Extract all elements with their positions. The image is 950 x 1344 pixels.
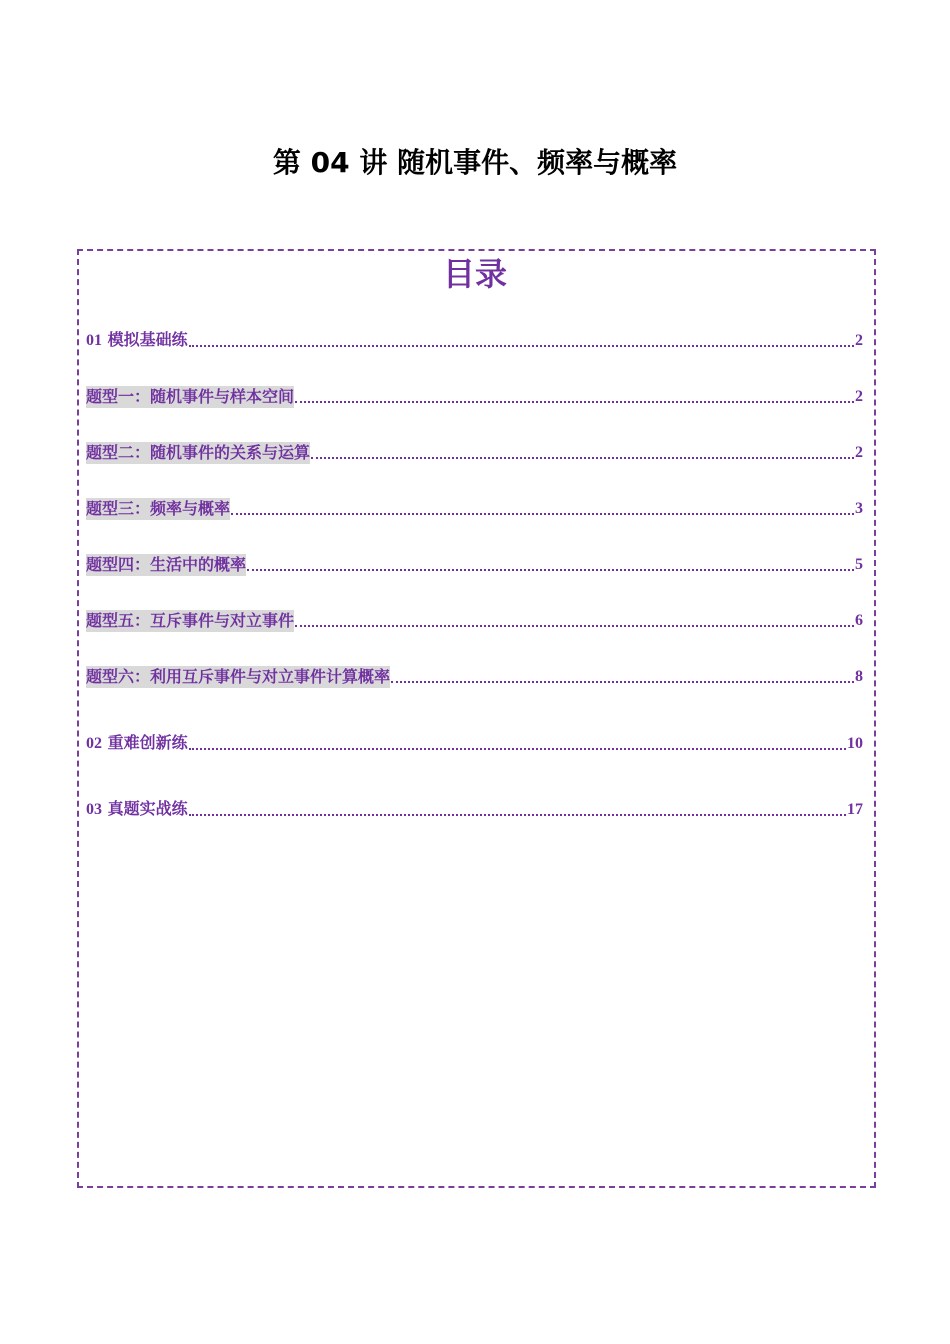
toc-entry-section-03[interactable]: [86, 799, 863, 821]
toc-entry-label: [86, 798, 188, 821]
toc-entry-number: 03: [86, 801, 102, 818]
toc-entry-text: 真题实战练: [102, 799, 188, 818]
toc-leader-dots: [189, 344, 854, 347]
toc-leader-dots: [311, 456, 854, 459]
toc-entry-label: [86, 329, 188, 352]
toc-leader-dots: [231, 512, 854, 515]
toc-entry-text: 题型一：随机事件与样本空间: [86, 387, 295, 406]
toc-entry-section-02[interactable]: [86, 733, 863, 755]
toc-entry-type-1[interactable]: [86, 386, 863, 408]
toc-entry-section-01[interactable]: [86, 330, 863, 352]
toc-heading: 目录: [442, 255, 507, 293]
toc-entry-type-4[interactable]: [86, 554, 863, 576]
toc-page-number: 2: [855, 444, 863, 461]
toc-entry-text: 题型四：生活中的概率: [86, 555, 247, 574]
toc-page-number: 6: [855, 612, 863, 629]
toc-entry-type-3[interactable]: [86, 498, 863, 520]
toc-leader-dots: [247, 568, 854, 571]
toc-page-number: 17: [847, 801, 863, 818]
toc-entry-type-2[interactable]: [86, 442, 863, 464]
document-title: 第 04 讲 随机事件、频率与概率: [272, 146, 678, 179]
toc-page-number: 2: [855, 388, 863, 405]
toc-leader-dots: [295, 400, 854, 403]
toc-leader-dots: [189, 813, 846, 816]
toc-page-number: 5: [855, 556, 863, 573]
toc-entry-text: 模拟基础练: [102, 330, 188, 349]
toc-entry-text: 题型五：互斥事件与对立事件: [86, 611, 295, 630]
toc-entry-label: [86, 732, 188, 755]
toc-page-number: 3: [855, 500, 863, 517]
toc-entry-number: 01: [86, 332, 102, 349]
toc-entry-number: 02: [86, 735, 102, 752]
toc-entry-type-6[interactable]: [86, 666, 863, 688]
toc-leader-dots: [391, 680, 854, 683]
toc-entry-text: 题型二：随机事件的关系与运算: [86, 443, 311, 462]
toc-entry-type-5[interactable]: [86, 610, 863, 632]
toc-page-number: 2: [855, 332, 863, 349]
toc-entry-text: 题型三：频率与概率: [86, 499, 231, 518]
toc-leader-dots: [295, 624, 854, 627]
toc-leader-dots: [189, 747, 846, 750]
toc-page-number: 8: [855, 668, 863, 685]
toc-page-number: 10: [847, 735, 863, 752]
toc-entry-text: 题型六：利用互斥事件与对立事件计算概率: [86, 667, 391, 686]
toc-entry-text: 重难创新练: [102, 733, 188, 752]
